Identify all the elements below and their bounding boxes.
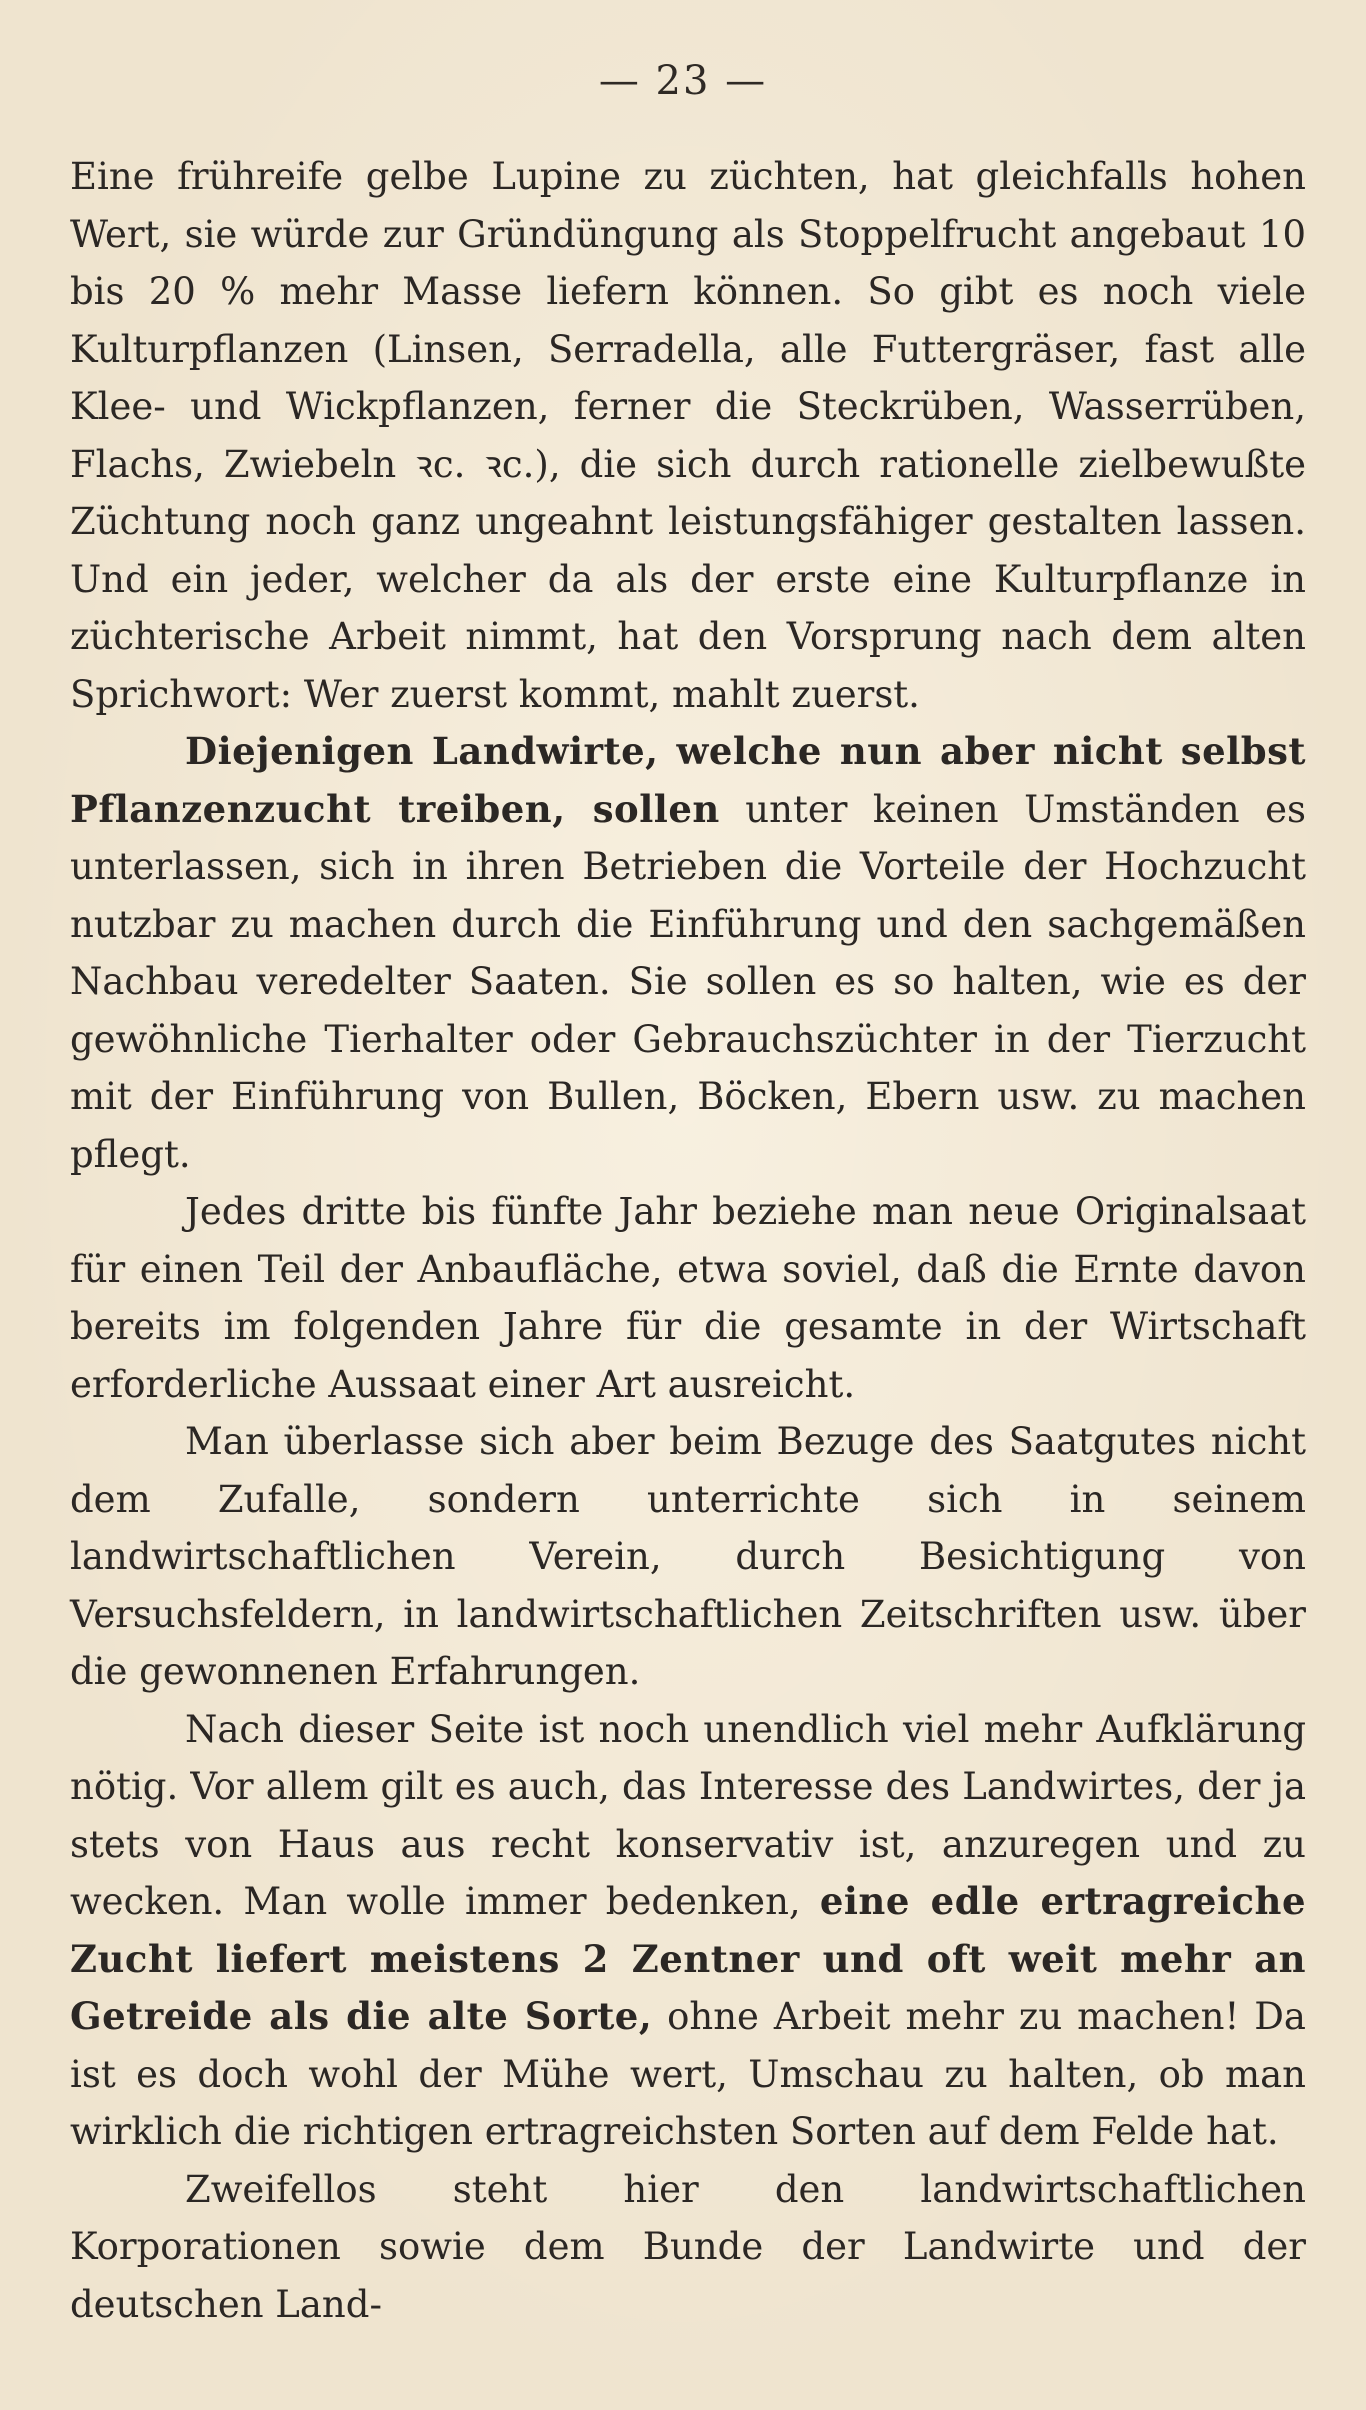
paragraph-lupine: [70, 148, 1306, 723]
paragraph-landwirte: [70, 723, 1306, 1183]
paragraph-originalsaat: [70, 1183, 1306, 1413]
paragraph-text: Zweifellos steht hier den landwirtschaftlichen Korporationen sowie dem Bunde der Landwirte und der deutschen Land-: [70, 2167, 1306, 2326]
paragraph-aufklaerung: [70, 1701, 1306, 2161]
paragraph-text: ohne Arbeit mehr zu machen! Da ist es doch wohl der Mühe wert, Umschau zu halten, ob man wirklich die richtigen ertragreichsten Sorten auf dem Felde hat.: [70, 1995, 1306, 2153]
paragraph-text: Man überlasse sich aber beim Bezuge des Saatgutes nicht dem Zufalle, sondern unterrichte sich in seinem landwirtschaftlichen Verein, durch Besichtigung von Versuchsfeldern, in landwirtschaftlichen Zeitschriften usw. über die gewonnenen Erfahrungen.: [70, 1420, 1306, 1693]
emphasis-text: eine edle ertragreiche Zucht liefert meistens 2 Zentner und oft weit mehr an Getreide als die alte Sorte,: [70, 1879, 1306, 2038]
body-text: [70, 148, 1306, 2333]
page-number: — 23 —: [598, 58, 768, 104]
paragraph-saatgut: [70, 1413, 1306, 1701]
paragraph-text: unter keinen Umständen es unterlassen, sich in ihren Betrieben die Vorteile der Hochzucht nutzbar zu machen durch die Einführung und den sachgemäßen Nachbau veredelter Saaten. Sie sollen es so halten, wie es der gewöhnliche Tierhalter oder Gebrauchszüchter in der Tierzucht mit der Einführung von Bullen, Böcken, Ebern usw. zu machen pflegt.: [70, 787, 1306, 1176]
paragraph-korporationen: [70, 2161, 1306, 2334]
paragraph-text: Jedes dritte bis fünfte Jahr beziehe man neue Originalsaat für einen Teil der Anbaufläche, etwa soviel, daß die Ernte davon bereits im folgenden Jahre für die gesamte in der Wirtschaft erforderliche Aussaat einer Art ausreicht.: [70, 1190, 1306, 1406]
paragraph-text: Eine frühreife gelbe Lupine zu züchten, hat gleichfalls hohen Wert, sie würde zur Gründüngung als Stoppelfrucht angebaut 10 bis 20 % mehr Masse liefern können. So gibt es noch viele Kulturpflanzen (Linsen, Serradella, alle Futtergräser, fast alle Klee- und Wickpflanzen, ferner die Steckrüben, Wasserrüben, Flachs, Zwiebeln ꝛc. ꝛc.), die sich durch rationelle zielbewußte Züchtung noch ganz ungeahnt leistungsfähiger gestalten lassen. Und ein jeder, welcher da als der erste eine Kulturpflanze in züchterische Arbeit nimmt, hat den Vorsprung nach dem alten Sprichwort: Wer zuerst kommt, mahlt zuerst.: [70, 155, 1306, 716]
paragraph-text: Nach dieser Seite ist noch unendlich viel mehr Aufklärung nötig. Vor allem gilt es auch, das Interesse des Landwirtes, der ja stets von Haus aus recht konservativ ist, anzuregen und zu wecken. Man wolle immer bedenken,: [70, 1707, 1306, 1923]
emphasis-text: Diejenigen Landwirte, welche nun aber nicht selbst Pflanzenzucht treiben, sollen: [70, 729, 1306, 831]
